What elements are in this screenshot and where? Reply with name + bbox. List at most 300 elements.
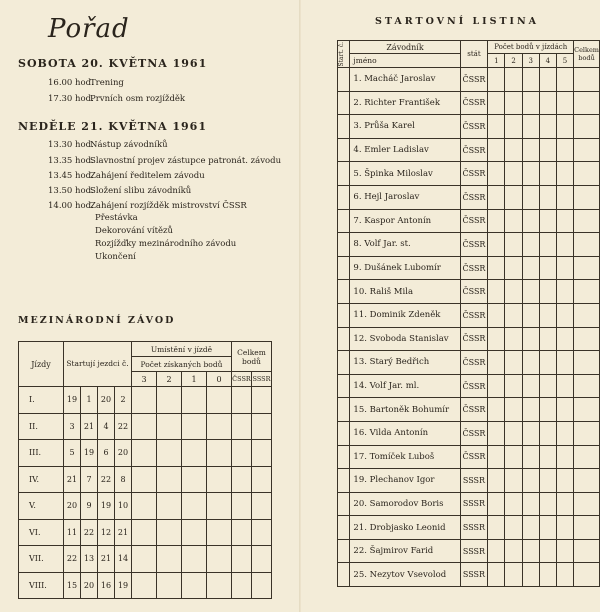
empty-cell — [338, 539, 350, 563]
rider-name: 14. Volf Jar. ml. — [350, 374, 460, 398]
empty-cell — [574, 303, 600, 327]
empty-cell — [505, 233, 522, 257]
empty-cell — [338, 256, 350, 280]
empty-cell — [488, 421, 505, 445]
rider-number: 19 — [81, 440, 98, 467]
empty-cell — [338, 185, 350, 209]
empty-cell — [338, 327, 350, 351]
empty-cell — [232, 387, 252, 414]
empty-cell — [132, 440, 157, 467]
rider-number: 22 — [64, 546, 81, 573]
rider-row — [338, 516, 600, 540]
rider-state: ČSSR — [460, 280, 488, 304]
rider-number: 10 — [115, 493, 132, 520]
empty-cell — [505, 280, 522, 304]
point-value: 0 — [207, 372, 232, 387]
empty-cell — [505, 398, 522, 422]
empty-cell — [232, 493, 252, 520]
empty-cell — [539, 563, 556, 587]
rider-state: ČSSR — [460, 398, 488, 422]
rider-state: SSSR — [460, 539, 488, 563]
schedule-item: 13.45 hod.Zahájení ředitelem závodu — [48, 171, 205, 181]
rider-row — [338, 233, 600, 257]
rider-row — [338, 162, 600, 186]
start-riders-header: Startují jezdci č. — [64, 342, 132, 387]
heat-label: VI. — [19, 519, 64, 546]
heat-label: I. — [19, 387, 64, 414]
empty-cell — [505, 539, 522, 563]
rider-row — [338, 398, 600, 422]
empty-cell — [488, 115, 505, 139]
schedule-subitem: Ukončení — [95, 252, 136, 262]
empty-cell — [505, 469, 522, 493]
day-heading-sunday: NEDĚLE 21. KVĚTNA 1961 — [18, 120, 207, 133]
empty-cell — [132, 519, 157, 546]
empty-cell — [505, 374, 522, 398]
rider-state: ČSSR — [460, 303, 488, 327]
rider-state: ČSSR — [460, 374, 488, 398]
placing-header: Umístění v jízdě — [132, 342, 232, 357]
empty-cell — [182, 519, 207, 546]
empty-cell — [574, 68, 600, 92]
heat-label: III. — [19, 440, 64, 467]
empty-cell — [539, 398, 556, 422]
rider-state: ČSSR — [460, 138, 488, 162]
empty-cell — [157, 413, 182, 440]
empty-cell — [574, 209, 600, 233]
rider-number: 20 — [64, 493, 81, 520]
empty-cell — [574, 421, 600, 445]
empty-cell — [207, 387, 232, 414]
rider-name: 16. Vilda Antonín — [350, 421, 460, 445]
rider-number: 22 — [81, 519, 98, 546]
rider-number: 21 — [64, 466, 81, 493]
empty-cell — [505, 492, 522, 516]
empty-cell — [338, 516, 350, 540]
empty-cell — [488, 138, 505, 162]
empty-cell — [338, 421, 350, 445]
heat-row — [19, 572, 272, 599]
empty-cell — [556, 209, 573, 233]
heat-number: 4 — [539, 54, 556, 68]
empty-cell — [157, 572, 182, 599]
empty-cell — [207, 440, 232, 467]
rider-state: SSSR — [460, 563, 488, 587]
empty-cell — [522, 256, 539, 280]
empty-cell — [539, 91, 556, 115]
empty-cell — [488, 469, 505, 493]
heat-row — [19, 519, 272, 546]
empty-cell — [539, 138, 556, 162]
empty-cell — [505, 303, 522, 327]
empty-cell — [539, 421, 556, 445]
empty-cell — [522, 115, 539, 139]
empty-cell — [132, 387, 157, 414]
rider-row — [338, 256, 600, 280]
empty-cell — [252, 440, 272, 467]
empty-cell — [556, 185, 573, 209]
rider-number: 8 — [115, 466, 132, 493]
program-title: Pořad — [48, 14, 130, 44]
rider-state: SSSR — [460, 492, 488, 516]
empty-cell — [539, 327, 556, 351]
rider-row — [338, 185, 600, 209]
rider-row — [338, 327, 600, 351]
total-points-header: Celkem bodů — [574, 41, 600, 68]
empty-cell — [522, 91, 539, 115]
rider-name: 7. Kaspor Antonín — [350, 209, 460, 233]
rider-name: 10. Rališ Mila — [350, 280, 460, 304]
rider-number: 11 — [64, 519, 81, 546]
rider-row — [338, 91, 600, 115]
rider-number: 16 — [98, 572, 115, 599]
empty-cell — [574, 115, 600, 139]
rider-number: 5 — [64, 440, 81, 467]
rider-state: SSSR — [460, 469, 488, 493]
empty-cell — [505, 68, 522, 92]
rider-number: 3 — [64, 413, 81, 440]
empty-cell — [539, 492, 556, 516]
team-header: SSSR — [252, 372, 272, 387]
rider-number: 21 — [81, 413, 98, 440]
empty-cell — [488, 398, 505, 422]
empty-cell — [556, 115, 573, 139]
rider-name: 21. Drobjasko Leonid — [350, 516, 460, 540]
rider-row — [338, 351, 600, 375]
heat-row — [19, 546, 272, 573]
rider-state: ČSSR — [460, 233, 488, 257]
rider-name: 12. Svoboda Stanislav — [350, 327, 460, 351]
schedule-subitem: Dekorování vítězů — [95, 226, 173, 236]
empty-cell — [505, 351, 522, 375]
empty-cell — [522, 303, 539, 327]
rider-number: 4 — [98, 413, 115, 440]
empty-cell — [522, 351, 539, 375]
point-value: 3 — [132, 372, 157, 387]
empty-cell — [182, 387, 207, 414]
empty-cell — [574, 492, 600, 516]
empty-cell — [574, 374, 600, 398]
empty-cell — [338, 351, 350, 375]
rider-number: 20 — [81, 572, 98, 599]
empty-cell — [522, 185, 539, 209]
empty-cell — [338, 91, 350, 115]
empty-cell — [522, 492, 539, 516]
empty-cell — [207, 572, 232, 599]
empty-cell — [505, 445, 522, 469]
total-header: Celkem bodů — [232, 342, 272, 372]
rider-name: 15. Bartoněk Bohumír — [350, 398, 460, 422]
empty-cell — [574, 138, 600, 162]
empty-cell — [522, 138, 539, 162]
empty-cell — [488, 539, 505, 563]
heat-row — [19, 466, 272, 493]
heats-header: Jízdy — [19, 342, 64, 387]
empty-cell — [505, 209, 522, 233]
team-header: ČSSR — [232, 372, 252, 387]
empty-cell — [522, 209, 539, 233]
empty-cell — [252, 572, 272, 599]
empty-cell — [338, 138, 350, 162]
empty-cell — [132, 413, 157, 440]
empty-cell — [556, 256, 573, 280]
rider-state: ČSSR — [460, 162, 488, 186]
empty-cell — [232, 466, 252, 493]
rider-number: 22 — [115, 413, 132, 440]
rider-state: ČSSR — [460, 115, 488, 139]
rider-number: 21 — [98, 546, 115, 573]
rider-state: ČSSR — [460, 351, 488, 375]
empty-cell — [556, 563, 573, 587]
empty-cell — [574, 280, 600, 304]
start-list-page — [300, 0, 600, 612]
empty-cell — [338, 162, 350, 186]
empty-cell — [522, 374, 539, 398]
empty-cell — [522, 162, 539, 186]
empty-cell — [252, 387, 272, 414]
empty-cell — [207, 413, 232, 440]
empty-cell — [574, 445, 600, 469]
empty-cell — [522, 539, 539, 563]
empty-cell — [207, 519, 232, 546]
empty-cell — [488, 280, 505, 304]
empty-cell — [556, 233, 573, 257]
empty-cell — [207, 493, 232, 520]
empty-cell — [488, 233, 505, 257]
empty-cell — [338, 280, 350, 304]
heats-points-header: Počet bodů v jízdách — [488, 41, 574, 54]
rider-name: 19. Plechanov Igor — [350, 469, 460, 493]
empty-cell — [505, 421, 522, 445]
empty-cell — [157, 387, 182, 414]
empty-cell — [556, 469, 573, 493]
empty-cell — [556, 516, 573, 540]
empty-cell — [556, 398, 573, 422]
empty-cell — [182, 546, 207, 573]
rider-row — [338, 563, 600, 587]
rider-name: 3. Průša Karel — [350, 115, 460, 139]
empty-cell — [488, 68, 505, 92]
rider-name: 13. Starý Bedřich — [350, 351, 460, 375]
empty-cell — [338, 492, 350, 516]
empty-cell — [574, 91, 600, 115]
rider-state: SSSR — [460, 516, 488, 540]
empty-cell — [505, 256, 522, 280]
empty-cell — [539, 280, 556, 304]
rider-name: 2. Richter František — [350, 91, 460, 115]
empty-cell — [522, 516, 539, 540]
empty-cell — [574, 351, 600, 375]
empty-cell — [488, 185, 505, 209]
empty-cell — [252, 466, 272, 493]
rider-name: 8. Volf Jar. st. — [350, 233, 460, 257]
empty-cell — [338, 398, 350, 422]
empty-cell — [232, 546, 252, 573]
rider-state: ČSSR — [460, 256, 488, 280]
rider-state: ČSSR — [460, 209, 488, 233]
heat-number: 2 — [505, 54, 522, 68]
empty-cell — [505, 91, 522, 115]
empty-cell — [338, 68, 350, 92]
empty-cell — [488, 303, 505, 327]
rider-name: 6. Hejl Jaroslav — [350, 185, 460, 209]
rider-number: 7 — [81, 466, 98, 493]
empty-cell — [539, 185, 556, 209]
empty-cell — [488, 209, 505, 233]
empty-cell — [539, 374, 556, 398]
empty-cell — [182, 572, 207, 599]
empty-cell — [505, 185, 522, 209]
empty-cell — [556, 492, 573, 516]
schedule-item: 13.30 hod.Nástup závodníků — [48, 140, 168, 150]
empty-cell — [232, 572, 252, 599]
empty-cell — [574, 162, 600, 186]
rider-name: 9. Dušánek Lubomír — [350, 256, 460, 280]
empty-cell — [574, 233, 600, 257]
empty-cell — [556, 421, 573, 445]
point-value: 2 — [157, 372, 182, 387]
empty-cell — [505, 162, 522, 186]
start-no-header: Start. č. — [338, 41, 350, 68]
empty-cell — [556, 374, 573, 398]
rider-name: 1. Macháč Jaroslav — [350, 68, 460, 92]
heat-number: 1 — [488, 54, 505, 68]
rider-number: 13 — [81, 546, 98, 573]
empty-cell — [574, 256, 600, 280]
rider-state: ČSSR — [460, 327, 488, 351]
heat-label: II. — [19, 413, 64, 440]
empty-cell — [338, 563, 350, 587]
empty-cell — [574, 398, 600, 422]
empty-cell — [488, 162, 505, 186]
rider-number: 1 — [81, 387, 98, 414]
empty-cell — [574, 469, 600, 493]
empty-cell — [252, 546, 272, 573]
heat-number: 3 — [522, 54, 539, 68]
rider-number: 14 — [115, 546, 132, 573]
heat-label: VII. — [19, 546, 64, 573]
schedule-item: 16.00 hod.Trening — [48, 78, 124, 88]
rider-number: 20 — [98, 387, 115, 414]
empty-cell — [488, 256, 505, 280]
empty-cell — [522, 421, 539, 445]
empty-cell — [157, 466, 182, 493]
empty-cell — [132, 546, 157, 573]
rider-name: 5. Špinka Miloslav — [350, 162, 460, 186]
empty-cell — [539, 256, 556, 280]
empty-cell — [132, 493, 157, 520]
empty-cell — [574, 516, 600, 540]
heat-row — [19, 387, 272, 414]
empty-cell — [488, 516, 505, 540]
empty-cell — [488, 374, 505, 398]
rider-name: 4. Emler Ladislav — [350, 138, 460, 162]
rider-row — [338, 303, 600, 327]
empty-cell — [182, 440, 207, 467]
rider-row — [338, 374, 600, 398]
schedule-item: 13.50 hod.Složení slibu závodníků — [48, 186, 192, 196]
empty-cell — [539, 351, 556, 375]
intl-race-table — [18, 341, 272, 599]
rider-number: 15 — [64, 572, 81, 599]
heat-label: VIII. — [19, 572, 64, 599]
start-list-table — [337, 40, 600, 587]
empty-cell — [338, 445, 350, 469]
heat-row — [19, 440, 272, 467]
rider-number: 2 — [115, 387, 132, 414]
empty-cell — [539, 209, 556, 233]
empty-cell — [522, 280, 539, 304]
rider-number: 20 — [115, 440, 132, 467]
heat-label: V. — [19, 493, 64, 520]
empty-cell — [556, 68, 573, 92]
empty-cell — [505, 115, 522, 139]
rider-state: ČSSR — [460, 421, 488, 445]
rider-header: Závodník — [350, 41, 460, 54]
empty-cell — [252, 519, 272, 546]
day-heading-saturday: SOBOTA 20. KVĚTNA 1961 — [18, 57, 208, 70]
empty-cell — [338, 374, 350, 398]
empty-cell — [539, 469, 556, 493]
rider-number: 6 — [98, 440, 115, 467]
empty-cell — [539, 516, 556, 540]
heat-row — [19, 493, 272, 520]
rider-state: ČSSR — [460, 185, 488, 209]
empty-cell — [157, 546, 182, 573]
empty-cell — [556, 445, 573, 469]
empty-cell — [488, 492, 505, 516]
empty-cell — [522, 563, 539, 587]
empty-cell — [157, 493, 182, 520]
rider-number: 21 — [115, 519, 132, 546]
empty-cell — [574, 327, 600, 351]
start-list-title: STARTOVNÍ LISTINA — [375, 16, 540, 27]
rider-name: 17. Tomíček Luboš — [350, 445, 460, 469]
rider-row — [338, 421, 600, 445]
empty-cell — [574, 563, 600, 587]
rider-row — [338, 115, 600, 139]
empty-cell — [132, 466, 157, 493]
rider-state: ČSSR — [460, 445, 488, 469]
rider-row — [338, 138, 600, 162]
empty-cell — [522, 233, 539, 257]
rider-row — [338, 280, 600, 304]
schedule-subitem: Přestávka — [95, 213, 138, 223]
empty-cell — [556, 327, 573, 351]
rider-name: 25. Nezytov Vsevolod — [350, 563, 460, 587]
empty-cell — [338, 469, 350, 493]
rider-row — [338, 469, 600, 493]
empty-cell — [132, 572, 157, 599]
rider-number: 19 — [64, 387, 81, 414]
empty-cell — [488, 327, 505, 351]
state-header: stát — [460, 41, 488, 68]
empty-cell — [182, 493, 207, 520]
schedule-item: 14.00 hod.Zahájení rozjížděk mistrovství ČSSR — [48, 201, 247, 211]
empty-cell — [574, 539, 600, 563]
empty-cell — [556, 303, 573, 327]
empty-cell — [182, 413, 207, 440]
empty-cell — [488, 351, 505, 375]
empty-cell — [522, 445, 539, 469]
schedule-subitem: Rozjížďky mezinárodního závodu — [95, 239, 237, 249]
empty-cell — [338, 209, 350, 233]
empty-cell — [505, 563, 522, 587]
empty-cell — [522, 68, 539, 92]
empty-cell — [556, 539, 573, 563]
empty-cell — [338, 233, 350, 257]
empty-cell — [522, 327, 539, 351]
